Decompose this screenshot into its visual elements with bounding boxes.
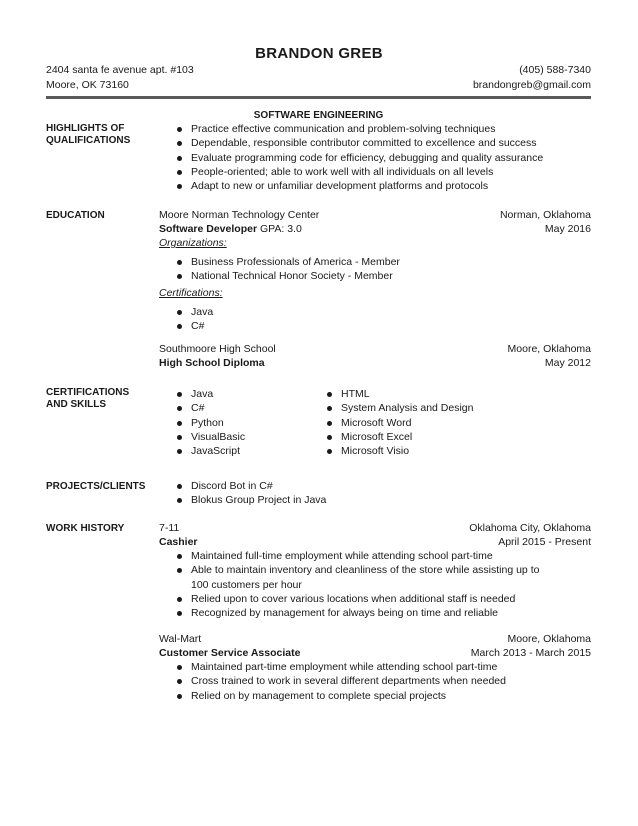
list-item: Maintained full-time employment while attending school part-time <box>159 549 591 563</box>
school-location: Norman, Oklahoma <box>499 209 591 221</box>
education-school-1 <box>159 208 591 333</box>
list-item: Adapt to new or unfamiliar development platforms and protocols <box>159 179 591 193</box>
job-2 <box>159 632 591 703</box>
list-item: Recognized by management for always being on time and reliable <box>159 606 591 620</box>
school-location: Moore, Oklahoma <box>507 343 591 355</box>
contact-row-1 <box>46 64 591 78</box>
phone: (405) 588-7340 <box>519 64 591 76</box>
list-item: Microsoft Word <box>309 416 529 430</box>
list-item: Relied on by management to complete special projects <box>159 689 591 703</box>
projects-block <box>159 479 591 508</box>
skills-column-1 <box>159 387 309 458</box>
section-label-line: CERTIFICATIONS <box>46 387 130 398</box>
list-item: Maintained part-time employment while attending school part-time <box>159 660 591 674</box>
address-line-2: Moore, OK 73160 <box>46 79 129 91</box>
job-location: Oklahoma City, Oklahoma <box>469 522 591 534</box>
list-item: System Analysis and Design <box>309 401 529 415</box>
certifications-list <box>159 305 591 334</box>
section-label-skills <box>46 387 156 411</box>
credential-row <box>159 222 591 236</box>
school-name: Moore Norman Technology Center <box>159 209 320 221</box>
school-name: Southmoore High School <box>159 343 276 355</box>
job-location: Moore, Oklahoma <box>507 633 591 645</box>
employer-row <box>159 521 591 535</box>
section-label-work: WORK HISTORY <box>46 523 125 534</box>
employer-row <box>159 632 591 646</box>
header-divider <box>46 96 591 99</box>
gpa: GPA: 3.0 <box>257 223 302 235</box>
certifications-heading-row <box>159 286 591 300</box>
job-title: Cashier <box>159 536 198 548</box>
credential: Software Developer <box>159 223 258 235</box>
list-item: Relied upon to cover various locations when additional staff is needed <box>159 592 591 606</box>
highlights-block <box>159 122 591 193</box>
employer: Wal-Mart <box>159 633 202 645</box>
email: brandongreb@gmail.com <box>472 79 591 91</box>
graduation-date: May 2016 <box>544 223 591 235</box>
list-item: HTML <box>309 387 529 401</box>
section-label-line: QUALIFICATIONS <box>46 135 131 146</box>
contact-row-2 <box>46 79 591 93</box>
skills-list-2 <box>309 387 529 458</box>
title-row <box>159 535 591 549</box>
section-label-line: HIGHLIGHTS OF <box>46 123 125 134</box>
employer: 7-11 <box>159 522 180 534</box>
list-item: C# <box>159 401 309 415</box>
list-item: Microsoft Visio <box>309 444 529 458</box>
job-duties <box>159 660 591 703</box>
list-item: Blokus Group Project in Java <box>159 493 591 507</box>
list-item: Business Professionals of America - Member <box>159 255 591 269</box>
job-title: Customer Service Associate <box>159 647 301 659</box>
list-item: Cross trained to work in several different departments when needed <box>159 674 591 688</box>
education-school-2 <box>159 342 591 370</box>
organizations-heading-row <box>159 236 591 250</box>
section-label-projects: PROJECTS/CLIENTS <box>46 481 146 492</box>
list-item: Microsoft Excel <box>309 430 529 444</box>
organizations-list <box>159 255 591 284</box>
job-1 <box>159 521 591 620</box>
section-label-education: EDUCATION <box>46 210 105 221</box>
list-item: VisualBasic <box>159 430 309 444</box>
list-item: Discord Bot in C# <box>159 479 591 493</box>
list-item: National Technical Honor Society - Member <box>159 269 591 283</box>
credential: High School Diploma <box>159 357 265 369</box>
list-item: Able to maintain inventory and cleanliness of the store while assisting up to 100 customers per hour <box>159 563 591 592</box>
address-line-1: 2404 santa fe avenue apt. #103 <box>46 64 194 76</box>
job-dates: April 2015 - Present <box>498 536 591 548</box>
section-label-line: AND SKILLS <box>46 399 106 410</box>
projects-list <box>159 479 591 508</box>
school-row <box>159 342 591 356</box>
title-row <box>159 646 591 660</box>
graduation-date: May 2012 <box>544 357 591 369</box>
list-item: JavaScript <box>159 444 309 458</box>
candidate-name: BRANDON GREB <box>255 45 383 62</box>
list-item: C# <box>159 319 591 333</box>
list-item: Python <box>159 416 309 430</box>
list-item: People-oriented; able to work well with all individuals on all levels <box>159 165 591 179</box>
organizations-heading: Organizations: <box>159 237 227 249</box>
job-duties <box>159 549 591 620</box>
headline: SOFTWARE ENGINEERING <box>253 110 384 121</box>
list-item: Java <box>159 387 309 401</box>
skills-list-1 <box>159 387 309 458</box>
section-label-highlights <box>46 123 156 147</box>
list-item: Dependable, responsible contributor committed to excellence and success <box>159 136 591 150</box>
skills-column-2 <box>309 387 529 458</box>
job-dates: March 2013 - March 2015 <box>470 647 591 659</box>
list-item: Evaluate programming code for efficiency, debugging and quality assurance <box>159 151 591 165</box>
school-row <box>159 208 591 222</box>
certifications-heading: Certifications: <box>159 286 223 299</box>
highlights-list <box>159 122 591 193</box>
list-item: Practice effective communication and problem-solving techniques <box>159 122 591 136</box>
list-item: Java <box>159 305 591 319</box>
credential-row <box>159 356 591 370</box>
